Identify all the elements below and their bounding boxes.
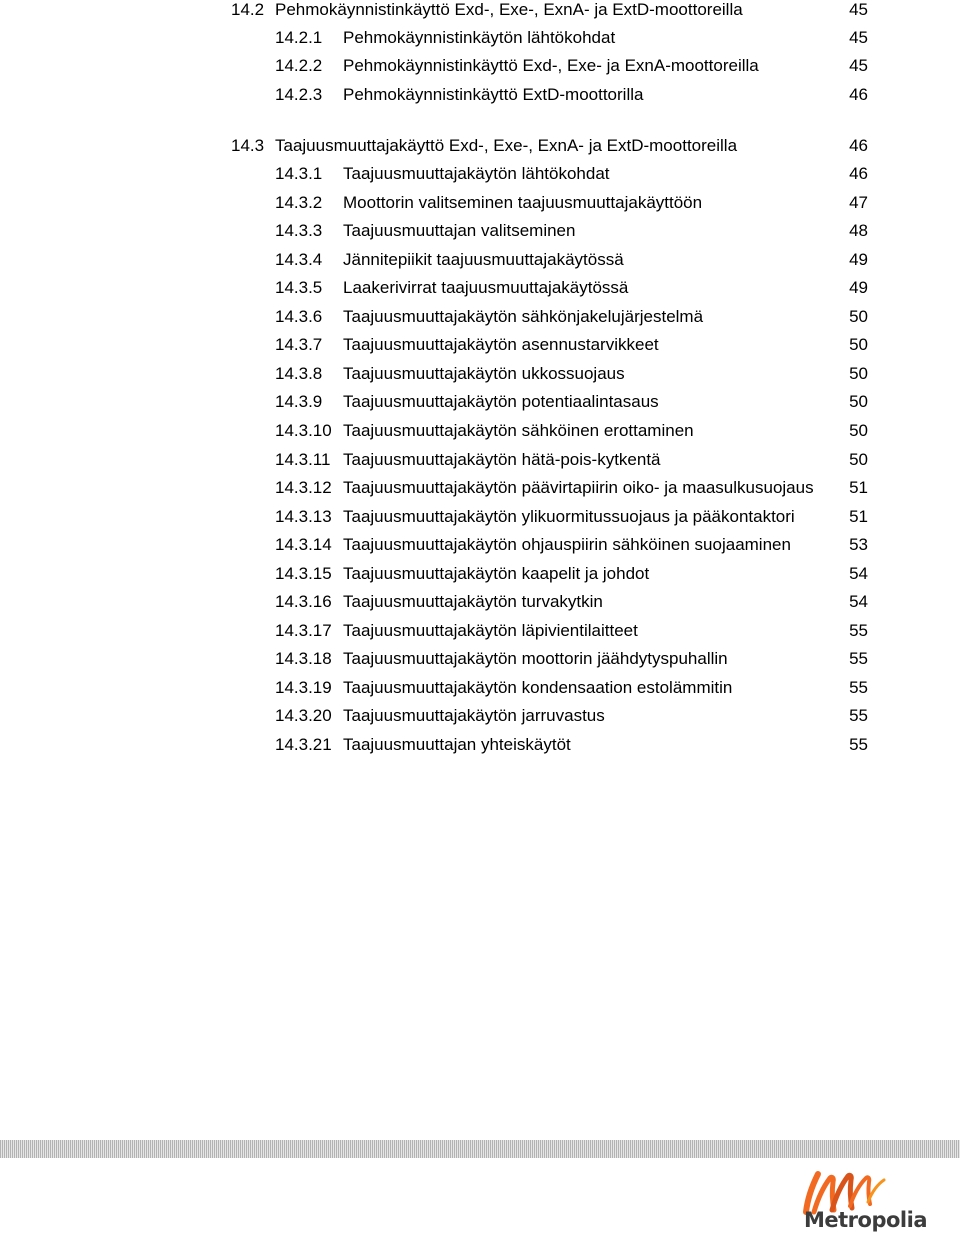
toc-entry-title: Jännitepiikit taajuusmuuttajakäytössä	[343, 250, 624, 269]
toc-entry-number: 14.3.1	[275, 164, 323, 183]
toc-entry-page-number: 48	[849, 221, 868, 240]
toc-entry[interactable]	[0, 307, 960, 335]
toc-entry-title: Taajuusmuuttajakäytön asennustarvikkeet	[343, 335, 659, 354]
toc-entry-page-number: 45	[849, 0, 868, 19]
toc-entry-title: Pehmokäynnistinkäyttö ExtD-moottorilla	[343, 85, 644, 104]
toc-entry[interactable]	[0, 335, 960, 363]
toc-entry-page-number: 47	[849, 193, 868, 212]
toc-entry-page-number: 50	[849, 450, 868, 469]
toc-entry-page-number: 55	[849, 735, 868, 754]
toc-entry-number: 14.3.2	[275, 193, 323, 212]
toc-entry-number: 14.3	[231, 136, 265, 155]
toc-entry-page-number: 55	[849, 649, 868, 668]
toc-entry-page-number: 51	[849, 507, 868, 526]
toc-entry-number: 14.2.1	[275, 28, 323, 47]
toc-entry[interactable]	[0, 250, 960, 278]
toc-entry-number: 14.3.20	[275, 706, 332, 725]
toc-entry-number: 14.2.3	[275, 85, 323, 104]
toc-entry-number: 14.3.18	[275, 649, 332, 668]
toc-entry-page-number: 50	[849, 421, 868, 440]
toc-entry-page-number: 55	[849, 678, 868, 697]
toc-entry-page-number: 49	[849, 278, 868, 297]
toc-entry-page-number: 45	[849, 28, 868, 47]
toc-entry-title: Taajuusmuuttajakäytön hätä-pois-kytkentä	[343, 450, 661, 469]
toc-entry[interactable]	[0, 56, 960, 84]
toc-entry-title: Laakerivirrat taajuusmuuttajakäytössä	[343, 278, 629, 297]
toc-entry-title: Taajuusmuuttajakäytön kaapelit ja johdot	[343, 564, 650, 583]
toc-entry-page-number: 55	[849, 706, 868, 725]
toc-entry-page-number: 46	[849, 164, 868, 183]
toc-entry[interactable]	[0, 450, 960, 478]
toc-entry-title: Taajuusmuuttajakäytön läpivientilaitteet	[343, 621, 638, 640]
toc-entry-number: 14.3.21	[275, 735, 332, 754]
toc-entry[interactable]	[0, 678, 960, 706]
toc-entry[interactable]	[0, 278, 960, 306]
toc-entry-title: Taajuusmuuttajan yhteiskäytöt	[343, 735, 571, 754]
metropolia-logo	[780, 1160, 940, 1232]
toc-entry-number: 14.3.5	[275, 278, 323, 297]
toc-entry-page-number: 54	[849, 592, 868, 611]
toc-entry[interactable]	[0, 164, 960, 192]
toc-entry-number: 14.3.12	[275, 478, 332, 497]
toc-entry[interactable]	[0, 392, 960, 420]
toc-entry-page-number: 46	[849, 85, 868, 104]
toc-entry-title: Pehmokäynnistinkäyttö Exd-, Exe-, ExnA- ja ExtD-moottoreilla	[275, 0, 743, 19]
toc-entry[interactable]	[0, 421, 960, 449]
toc-entry-number: 14.3.4	[275, 250, 323, 269]
toc-entry-title: Taajuusmuuttajakäytön lähtökohdat	[343, 164, 610, 183]
toc-entry-number: 14.3.11	[275, 450, 331, 469]
toc-entry-number: 14.2	[231, 0, 265, 19]
toc-entry-number: 14.3.8	[275, 364, 323, 383]
footer-divider-band	[0, 1140, 960, 1158]
toc-entry-number: 14.3.13	[275, 507, 332, 526]
toc-entry-title: Taajuusmuuttajakäytön sähkönjakelujärjestelmä	[343, 307, 704, 326]
toc-entry[interactable]	[0, 649, 960, 677]
toc-entry-number: 14.3.3	[275, 221, 323, 240]
toc-entry-number: 14.3.17	[275, 621, 332, 640]
toc-entry[interactable]	[0, 221, 960, 249]
toc-entry-title: Taajuusmuuttajakäytön päävirtapiirin oiko- ja maasulkusuojaus	[343, 478, 814, 497]
toc-entry-number: 14.3.7	[275, 335, 323, 354]
toc-entry[interactable]	[0, 193, 960, 221]
toc-entry-title: Taajuusmuuttajakäytön kondensaation estolämmitin	[343, 678, 733, 697]
toc-entry[interactable]	[0, 535, 960, 563]
toc-entry[interactable]	[0, 28, 960, 56]
metropolia-logo-text: Metropolia	[804, 1208, 927, 1232]
toc-entry-title: Taajuusmuuttajakäytön jarruvastus	[343, 706, 605, 725]
toc-entry-number: 14.3.10	[275, 421, 332, 440]
toc-entry-number: 14.3.19	[275, 678, 332, 697]
toc-entry-page-number: 45	[849, 56, 868, 75]
toc-entry-title: Moottorin valitseminen taajuusmuuttajakäyttöön	[343, 193, 703, 212]
toc-entry-title: Taajuusmuuttajakäytön turvakytkin	[343, 592, 603, 611]
toc-entry-title: Taajuusmuuttajakäytön moottorin jäähdytyspuhallin	[343, 649, 728, 668]
toc-entry[interactable]	[0, 364, 960, 392]
toc-entry-number: 14.3.14	[275, 535, 332, 554]
toc-entry-number: 14.3.9	[275, 392, 323, 411]
toc-entry-title: Taajuusmuuttajakäytön ukkossuojaus	[343, 364, 625, 383]
toc-entry[interactable]	[0, 564, 960, 592]
toc-entry-page-number: 50	[849, 392, 868, 411]
toc-entry-page-number: 53	[849, 535, 868, 554]
toc-entry-page-number: 50	[849, 335, 868, 354]
toc-entry[interactable]	[0, 136, 960, 164]
toc-entry-page-number: 51	[849, 478, 868, 497]
toc-entry-page-number: 50	[849, 307, 868, 326]
toc-entry[interactable]	[0, 621, 960, 649]
toc-entry-title: Taajuusmuuttajakäytön ohjauspiirin sähköinen suojaaminen	[343, 535, 791, 554]
toc-entry-page-number: 49	[849, 250, 868, 269]
toc-entry-number: 14.3.6	[275, 307, 323, 326]
toc-entry-number: 14.3.16	[275, 592, 332, 611]
toc-entry[interactable]	[0, 592, 960, 620]
toc-entry-title: Pehmokäynnistinkäytön lähtökohdat	[343, 28, 616, 47]
toc-entry[interactable]	[0, 85, 960, 113]
toc-entry[interactable]	[0, 507, 960, 535]
toc-entry[interactable]	[0, 706, 960, 734]
toc-entry-title: Taajuusmuuttajakäytön potentiaalintasaus	[343, 392, 659, 411]
toc-entry-page-number: 46	[849, 136, 868, 155]
toc-entry-title: Taajuusmuuttajakäytön sähköinen erottaminen	[343, 421, 694, 440]
toc-entry[interactable]	[0, 478, 960, 506]
toc-entry-page-number: 54	[849, 564, 868, 583]
toc-entry-title: Taajuusmuuttajan valitseminen	[343, 221, 576, 240]
toc-entry-title: Taajuusmuuttajakäytön ylikuormitussuojaus ja pääkontaktori	[343, 507, 795, 526]
toc-entry-page-number: 55	[849, 621, 868, 640]
toc-entry-title: Taajuusmuuttajakäyttö Exd-, Exe-, ExnA- ja ExtD-moottoreilla	[275, 136, 738, 155]
toc-entry-number: 14.2.2	[275, 56, 323, 75]
toc-entry-page-number: 50	[849, 364, 868, 383]
toc-entry-title: Pehmokäynnistinkäyttö Exd-, Exe- ja ExnA-moottoreilla	[343, 56, 759, 75]
toc-entry[interactable]	[0, 735, 960, 763]
toc-entry[interactable]	[0, 0, 960, 28]
toc-entry-number: 14.3.15	[275, 564, 332, 583]
